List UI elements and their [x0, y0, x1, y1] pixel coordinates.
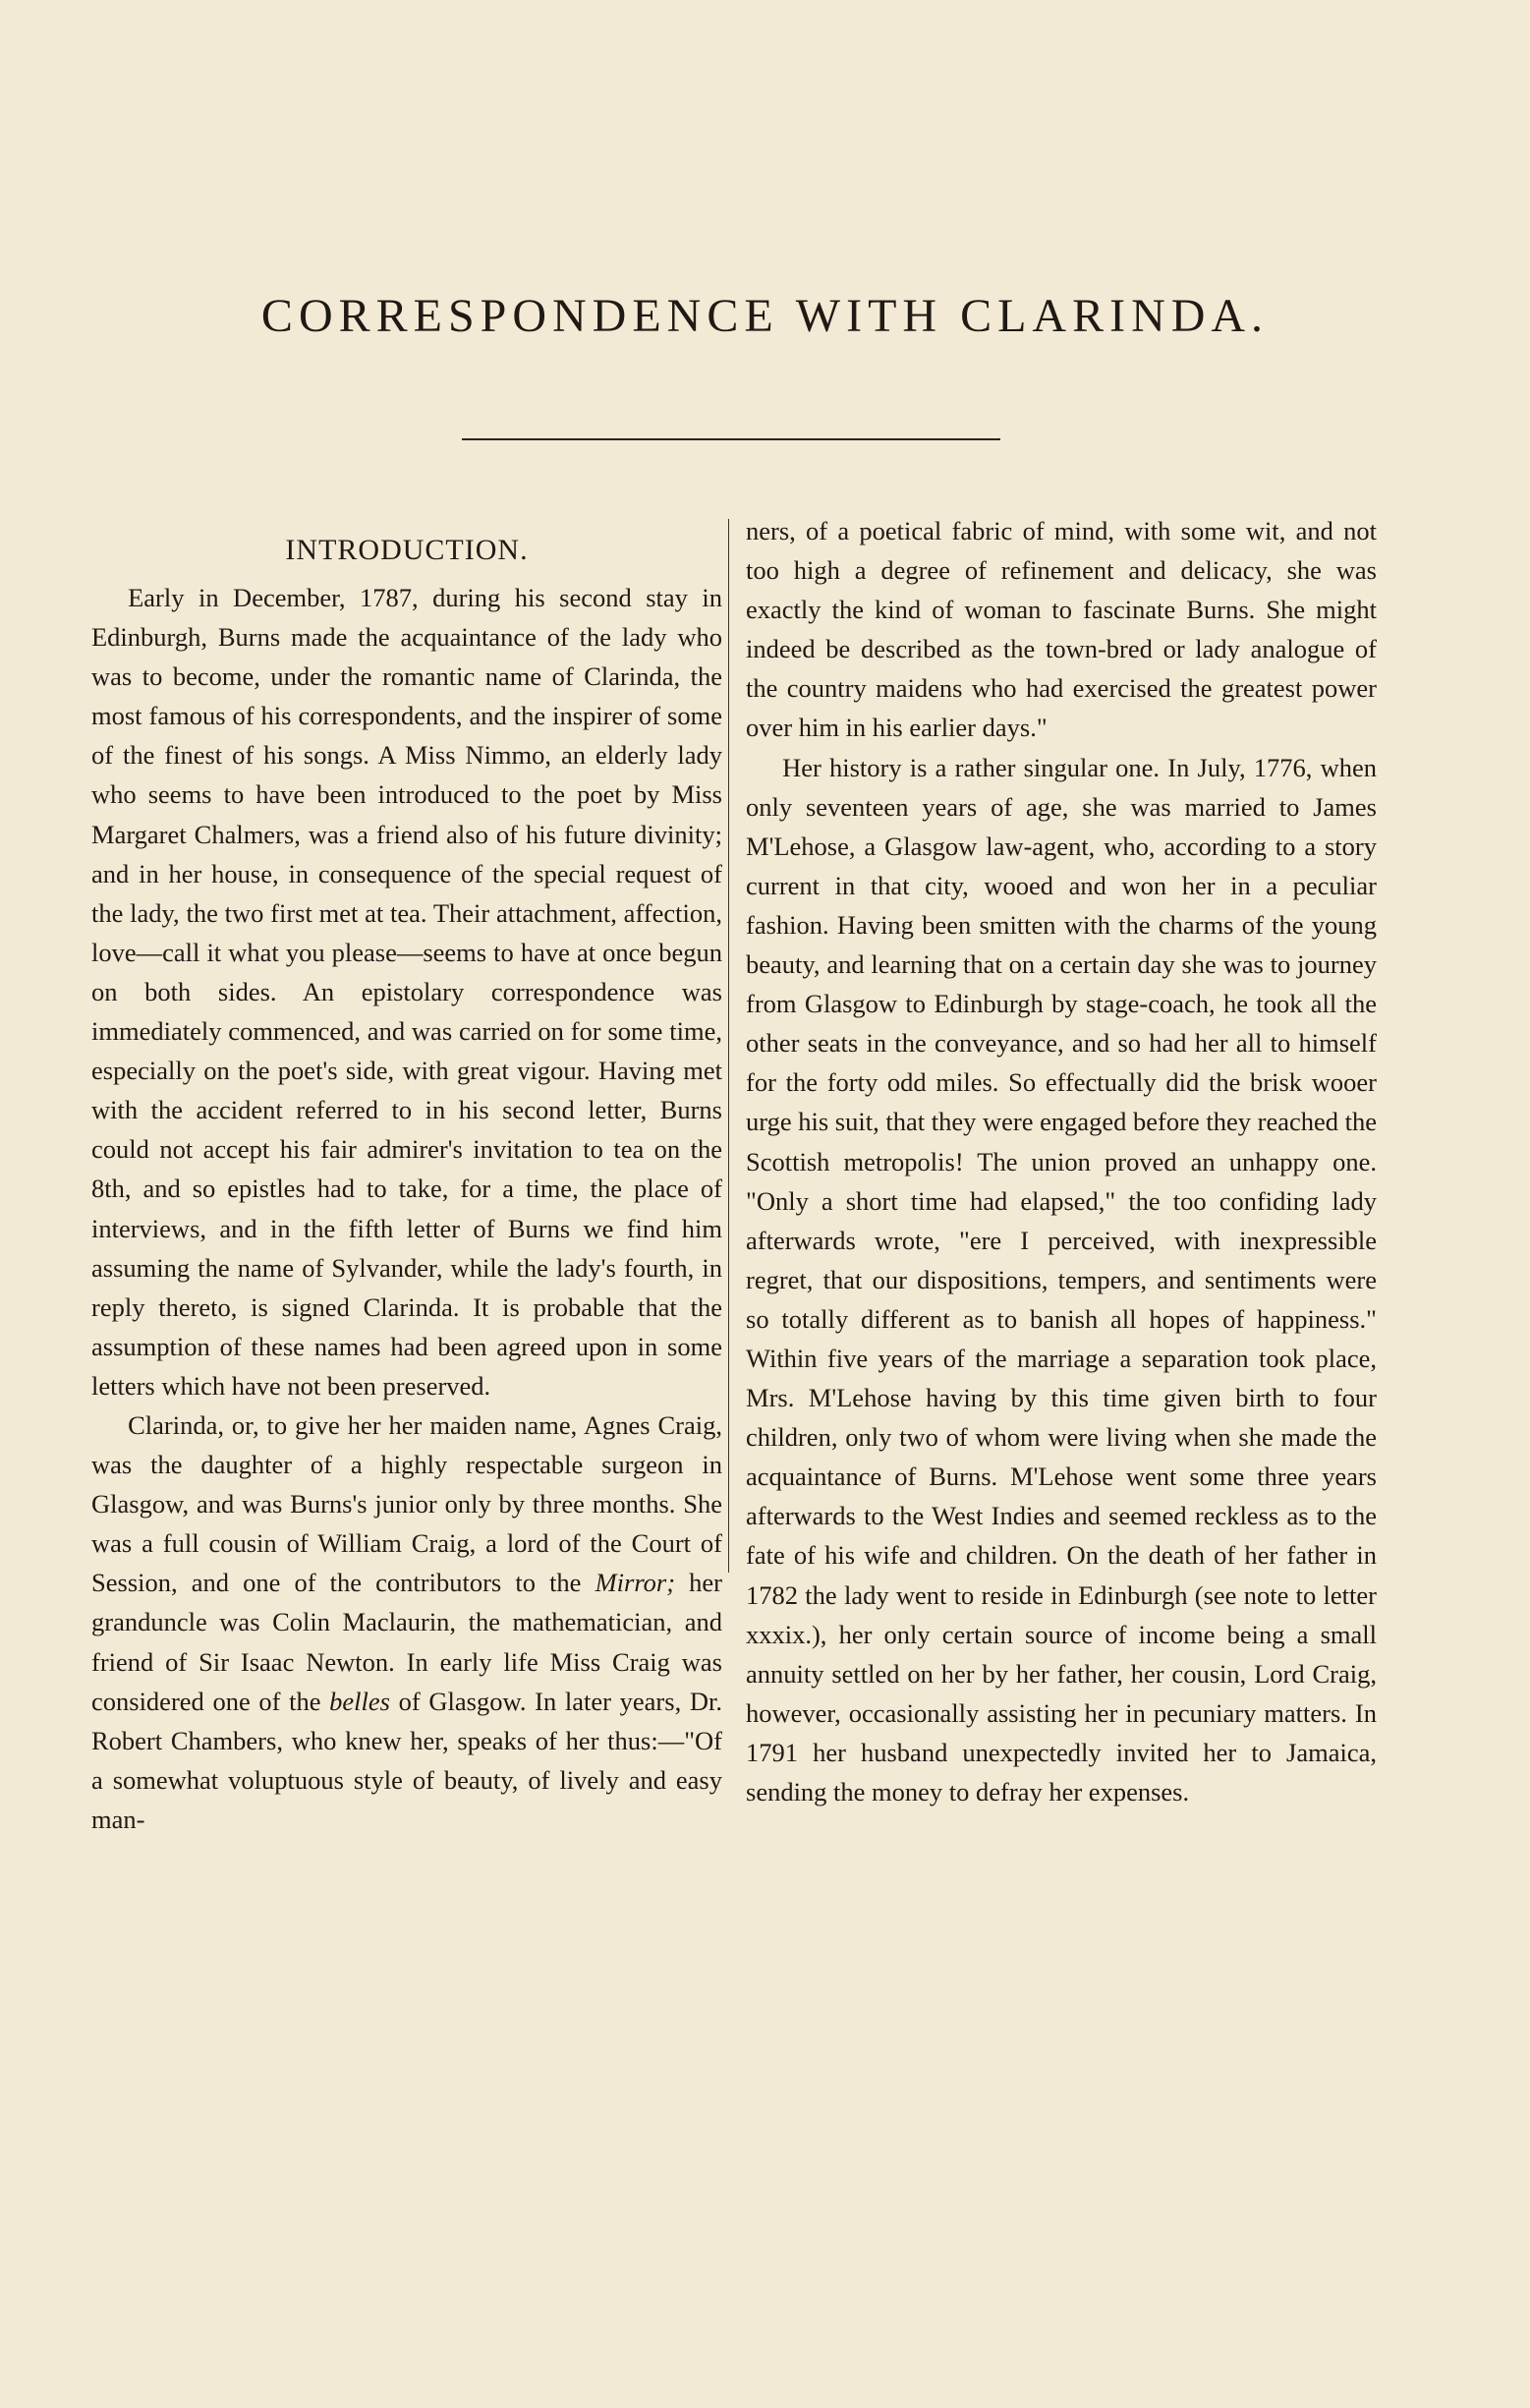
right-column [746, 511, 1377, 1811]
title-rule [462, 438, 1000, 440]
column-divider [728, 519, 729, 1573]
text-run: Clarinda, or, to give her her maiden name, Agnes Craig, was the daughter of a highly respectable surgeon in Glasgow, and was Burns's junior only by three months. She was a full cousin of William Craig, a lord of the Court of Session, and one of the contributors to the [91, 1409, 722, 1598]
paragraph-history: Her history is a rather singular one. In July, 1776, when only seventeen years of age, she was married to James M'Lehose, a Glasgow law-agent, who, according to a story current in that city, wooed and won her in a peculiar fashion. Having been smitten with the charms of the young beauty, and learning that on a certain day she was to journey from Glasgow to Edinburgh by stage-coach, he took all the other seats in the conveyance, and so had her all to himself for the forty odd miles. So effectually did the brisk wooer urge his suit, that they were engaged before they reached the Scottish metropolis! The union proved an unhappy one. "Only a short time had elapsed," the too confiding lady afterwards wrote, "ere I perceived, with inexpressible regret, that our dispositions, tempers, and sentiments were so totally different as to banish all hopes of happiness." Within five years of the marriage a separation took place, Mrs. M'Lehose having by this time given birth to four children, only two of whom were living when she made the acquaintance of Burns. M'Lehose went some three years afterwards to the West Indies and seemed reckless as to the fate of his wife and children. On the death of her father in 1782 the lady went to reside in Edinburgh (see note to letter xxxix.), her only certain source of income being a small annuity settled on her by her father, her cousin, Lord Craig, however, occasionally assisting her in pecuniary matters. In 1791 her husband unexpectedly invited her to Jamaica, sending the money to defray her expenses. [746, 752, 1377, 1806]
paragraph-intro: Early in December, 1787, during his second stay in Edinburgh, Burns made the acquaintance of the lady who was to become, under the romantic name of Clarinda, the most famous of his correspondents, and the inspirer of some of the finest of his songs. A Miss Nimmo, an elderly lady who seems to have been introduced to the poet by Miss Margaret Chalmers, was a friend also of his future divinity; and in her house, in consequence of the special request of the lady, the two first met at tea. Their attachment, affection, love—call it what you please—seems to have at once begun on both sides. An epistolary correspondence was immediately commenced, and was carried on for some time, especially on the poet's side, with great vigour. Having met with the accident referred to in his second letter, Burns could not accept his fair admirer's invitation to tea on the 8th, and so epistles had to take, for a time, the place of interviews, and in the fifth letter of Burns we find him assuming the name of Sylvander, while the lady's fourth, in reply thereto, is signed Clarinda. It is probable that the assumption of these names had been agreed upon in some letters which have not been preserved. [91, 583, 722, 1401]
italic-mirror: Mirror; [595, 1568, 676, 1598]
page-title: CORRESPONDENCE WITH CLARINDA. [260, 290, 1270, 342]
text-run: her granduncle was Colin Maclaurin, the mathematician, and friend of Sir Isaac Newton. In early life Miss Craig was considered one of the [91, 1568, 722, 1716]
section-heading: INTRODUCTION. [285, 534, 529, 566]
paragraph-continuation: ners, of a poetical fabric of mind, with some wit, and not too high a degree of refinement and delicacy, she was exactly the kind of woman to fascinate Burns. She might indeed be described as the town-bred or lady analogue of the country maidens who had exercised the greatest power over him in his earlier days." [746, 516, 1377, 743]
text-run: of Glasgow. In later years, Dr. Robert Chambers, who knew her, speaks of her thus:—"Of a somewhat voluptuous style of beauty, of lively and easy man- [91, 1686, 722, 1834]
italic-belles: belles [329, 1686, 390, 1716]
left-column [91, 511, 722, 1839]
paragraph-clarinda-origins [91, 1405, 722, 1839]
